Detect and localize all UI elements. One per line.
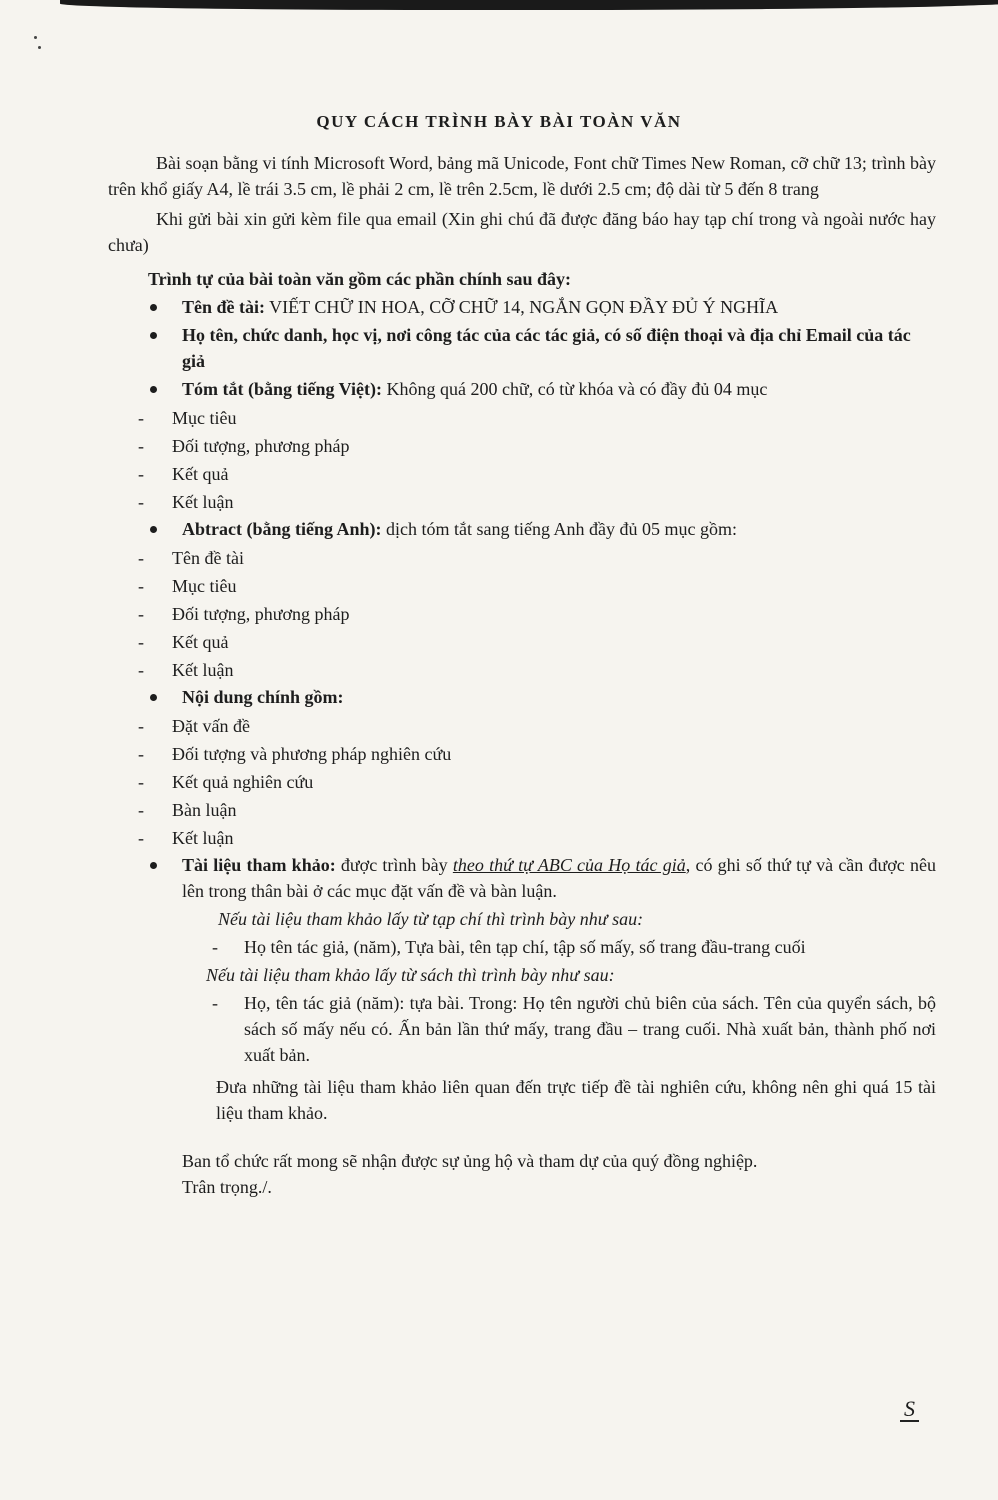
bullet-icon <box>150 694 157 701</box>
section-topic-label: Tên đề tài: <box>182 297 265 317</box>
scan-dark-edge <box>60 0 998 10</box>
list-item: - Kết luận <box>138 492 234 512</box>
bullet-icon <box>150 862 157 869</box>
list-item: - Kết luận <box>138 660 234 680</box>
list-item: - Mục tiêu <box>138 576 237 596</box>
book-format-text: Họ, tên tác giả (năm): tựa bài. Trong: Họ tên người chủ biên của sách. Tên của quyển sách, bộ sách số mấy nếu có. Ấn bản lần thứ mấy, trang đầu – trang cuối. Nhà xuất bản, thành phố nơi xuất bản. <box>244 993 936 1065</box>
list-item-text: Kết quả <box>172 632 229 652</box>
section-abstract-en <box>108 516 936 542</box>
list-item-text: Kết luận <box>172 492 234 512</box>
scan-speck <box>34 36 37 39</box>
bullet-icon <box>150 332 157 339</box>
list-item-text: Kết luận <box>172 828 234 848</box>
section-authors <box>108 322 936 374</box>
journal-format-item: - Họ tên tác giả, (năm), Tựa bài, tên tạp chí, tập số mấy, số trang đầu-trang cuối <box>212 937 806 957</box>
list-item: - Mục tiêu <box>138 408 237 428</box>
journal-format-text: Họ tên tác giả, (năm), Tựa bài, tên tạp chí, tập số mấy, số trang đầu-trang cuối <box>244 937 806 957</box>
section-topic-text: VIẾT CHỮ IN HOA, CỠ CHỮ 14, NGẮN GỌN ĐẦY ĐỦ Ý NGHĨA <box>265 297 779 317</box>
bullet-icon <box>150 304 157 311</box>
scan-speck <box>38 46 41 49</box>
journal-note: Nếu tài liệu tham khảo lấy từ tạp chí thì trình bày như sau: <box>218 909 644 929</box>
list-item: - Kết quả nghiên cứu <box>138 772 314 792</box>
section-abstract-en-text: dịch tóm tắt sang tiếng Anh đầy đủ 05 mục gồm: <box>381 519 737 539</box>
document-title: QUY CÁCH TRÌNH BÀY BÀI TOÀN VĂN <box>316 112 682 131</box>
list-item-text: Kết quả <box>172 464 229 484</box>
section-list <box>108 294 936 1126</box>
list-item-text: Đối tượng và phương pháp nghiên cứu <box>172 744 452 764</box>
handwritten-page-mark: S <box>900 1398 919 1422</box>
intro-paragraph-1: Bài soạn bằng vi tính Microsoft Word, bảng mã Unicode, Font chữ Times New Roman, cỡ chữ 13; trình bày trên khổ giấy A4, lề trái 3.5 cm, lề phải 2 cm, lề trên 2.5cm, lề dưới 2.5 cm; độ dài từ 5 đến 8 trang <box>108 153 936 199</box>
references-text-after: , có ghi số thứ tự và cần được nêu lên trong thân bài ở các mục đặt vấn đề và bàn luận. <box>182 855 937 901</box>
abstract-en-items <box>108 544 936 684</box>
list-item: - Kết quả <box>138 632 229 652</box>
list-item-text: Mục tiêu <box>172 408 237 428</box>
section-main-content <box>108 684 936 710</box>
summary-vi-items <box>108 404 936 516</box>
section-main-content-label: Nội dung chính gồm: <box>182 687 344 707</box>
section-summary-vi-label: Tóm tắt (bằng tiếng Việt): <box>182 379 382 399</box>
bullet-icon <box>150 386 157 393</box>
references-text-before: được trình bày <box>335 855 453 875</box>
section-references <box>108 852 936 1126</box>
list-item: - Kết luận <box>138 828 234 848</box>
book-note: Nếu tài liệu tham khảo lấy từ sách thì trình bày như sau: <box>206 965 615 985</box>
section-summary-vi-text: Không quá 200 chữ, có từ khóa và có đầy đủ 04 mục <box>381 379 768 399</box>
book-format-item: - Họ, tên tác giả (năm): tựa bài. Trong: Họ tên người chủ biên của sách. Tên của quyển sách, bộ sách số mấy nếu có. Ấn bản lần thứ mấy, trang đầu – trang cuối. Nhà xuất bản, thành phố nơi xuất bản. <box>212 993 936 1065</box>
list-item-text: Bàn luận <box>172 800 237 820</box>
list-item: - Đối tượng, phương pháp <box>138 604 350 624</box>
section-authors-label: Họ tên, chức danh, học vị, nơi công tác của các tác giả, có số điện thoại và địa chỉ Email của tác giả <box>182 325 911 371</box>
section-references-label: Tài liệu tham khảo: <box>182 855 336 875</box>
list-item: - Tên đề tài <box>138 548 244 568</box>
intro-paragraph-2: Khi gửi bài xin gửi kèm file qua email (Xin ghi chú đã được đăng báo hay tạp chí trong và ngoài nước hay chưa) <box>108 209 936 255</box>
main-content-items <box>108 712 936 852</box>
bullet-icon <box>150 526 157 533</box>
section-summary-vi <box>108 376 936 402</box>
sequence-heading: Trình tự của bài toàn văn gồm các phần chính sau đây: <box>148 269 572 289</box>
document-body <box>108 150 936 1200</box>
list-item-text: Tên đề tài <box>172 548 244 568</box>
list-item-text: Đặt vấn đề <box>172 716 250 736</box>
list-item: - Bàn luận <box>138 800 237 820</box>
references-emphasis: theo thứ tự ABC của Họ tác giả <box>452 855 686 875</box>
list-item: - Đối tượng, phương pháp <box>138 436 350 456</box>
list-item-text: Đối tượng, phương pháp <box>172 604 350 624</box>
references-limit-note: Đưa những tài liệu tham khảo liên quan đến trực tiếp đề tài nghiên cứu, không nên ghi quá 15 tài liệu tham khảo. <box>216 1077 936 1123</box>
closing-regards: Trân trọng./. <box>182 1177 272 1197</box>
list-item: - Kết quả <box>138 464 229 484</box>
list-item: - Đối tượng và phương pháp nghiên cứu <box>138 744 452 764</box>
section-abstract-en-label: Abtract (bằng tiếng Anh): <box>182 519 382 539</box>
list-item: - Đặt vấn đề <box>138 716 250 736</box>
list-item-text: Kết quả nghiên cứu <box>172 772 314 792</box>
closing-line: Ban tổ chức rất mong sẽ nhận được sự ủng hộ và tham dự của quý đồng nghiệp. <box>182 1151 758 1171</box>
list-item-text: Đối tượng, phương pháp <box>172 436 350 456</box>
section-topic <box>108 294 936 320</box>
list-item-text: Mục tiêu <box>172 576 237 596</box>
list-item-text: Kết luận <box>172 660 234 680</box>
